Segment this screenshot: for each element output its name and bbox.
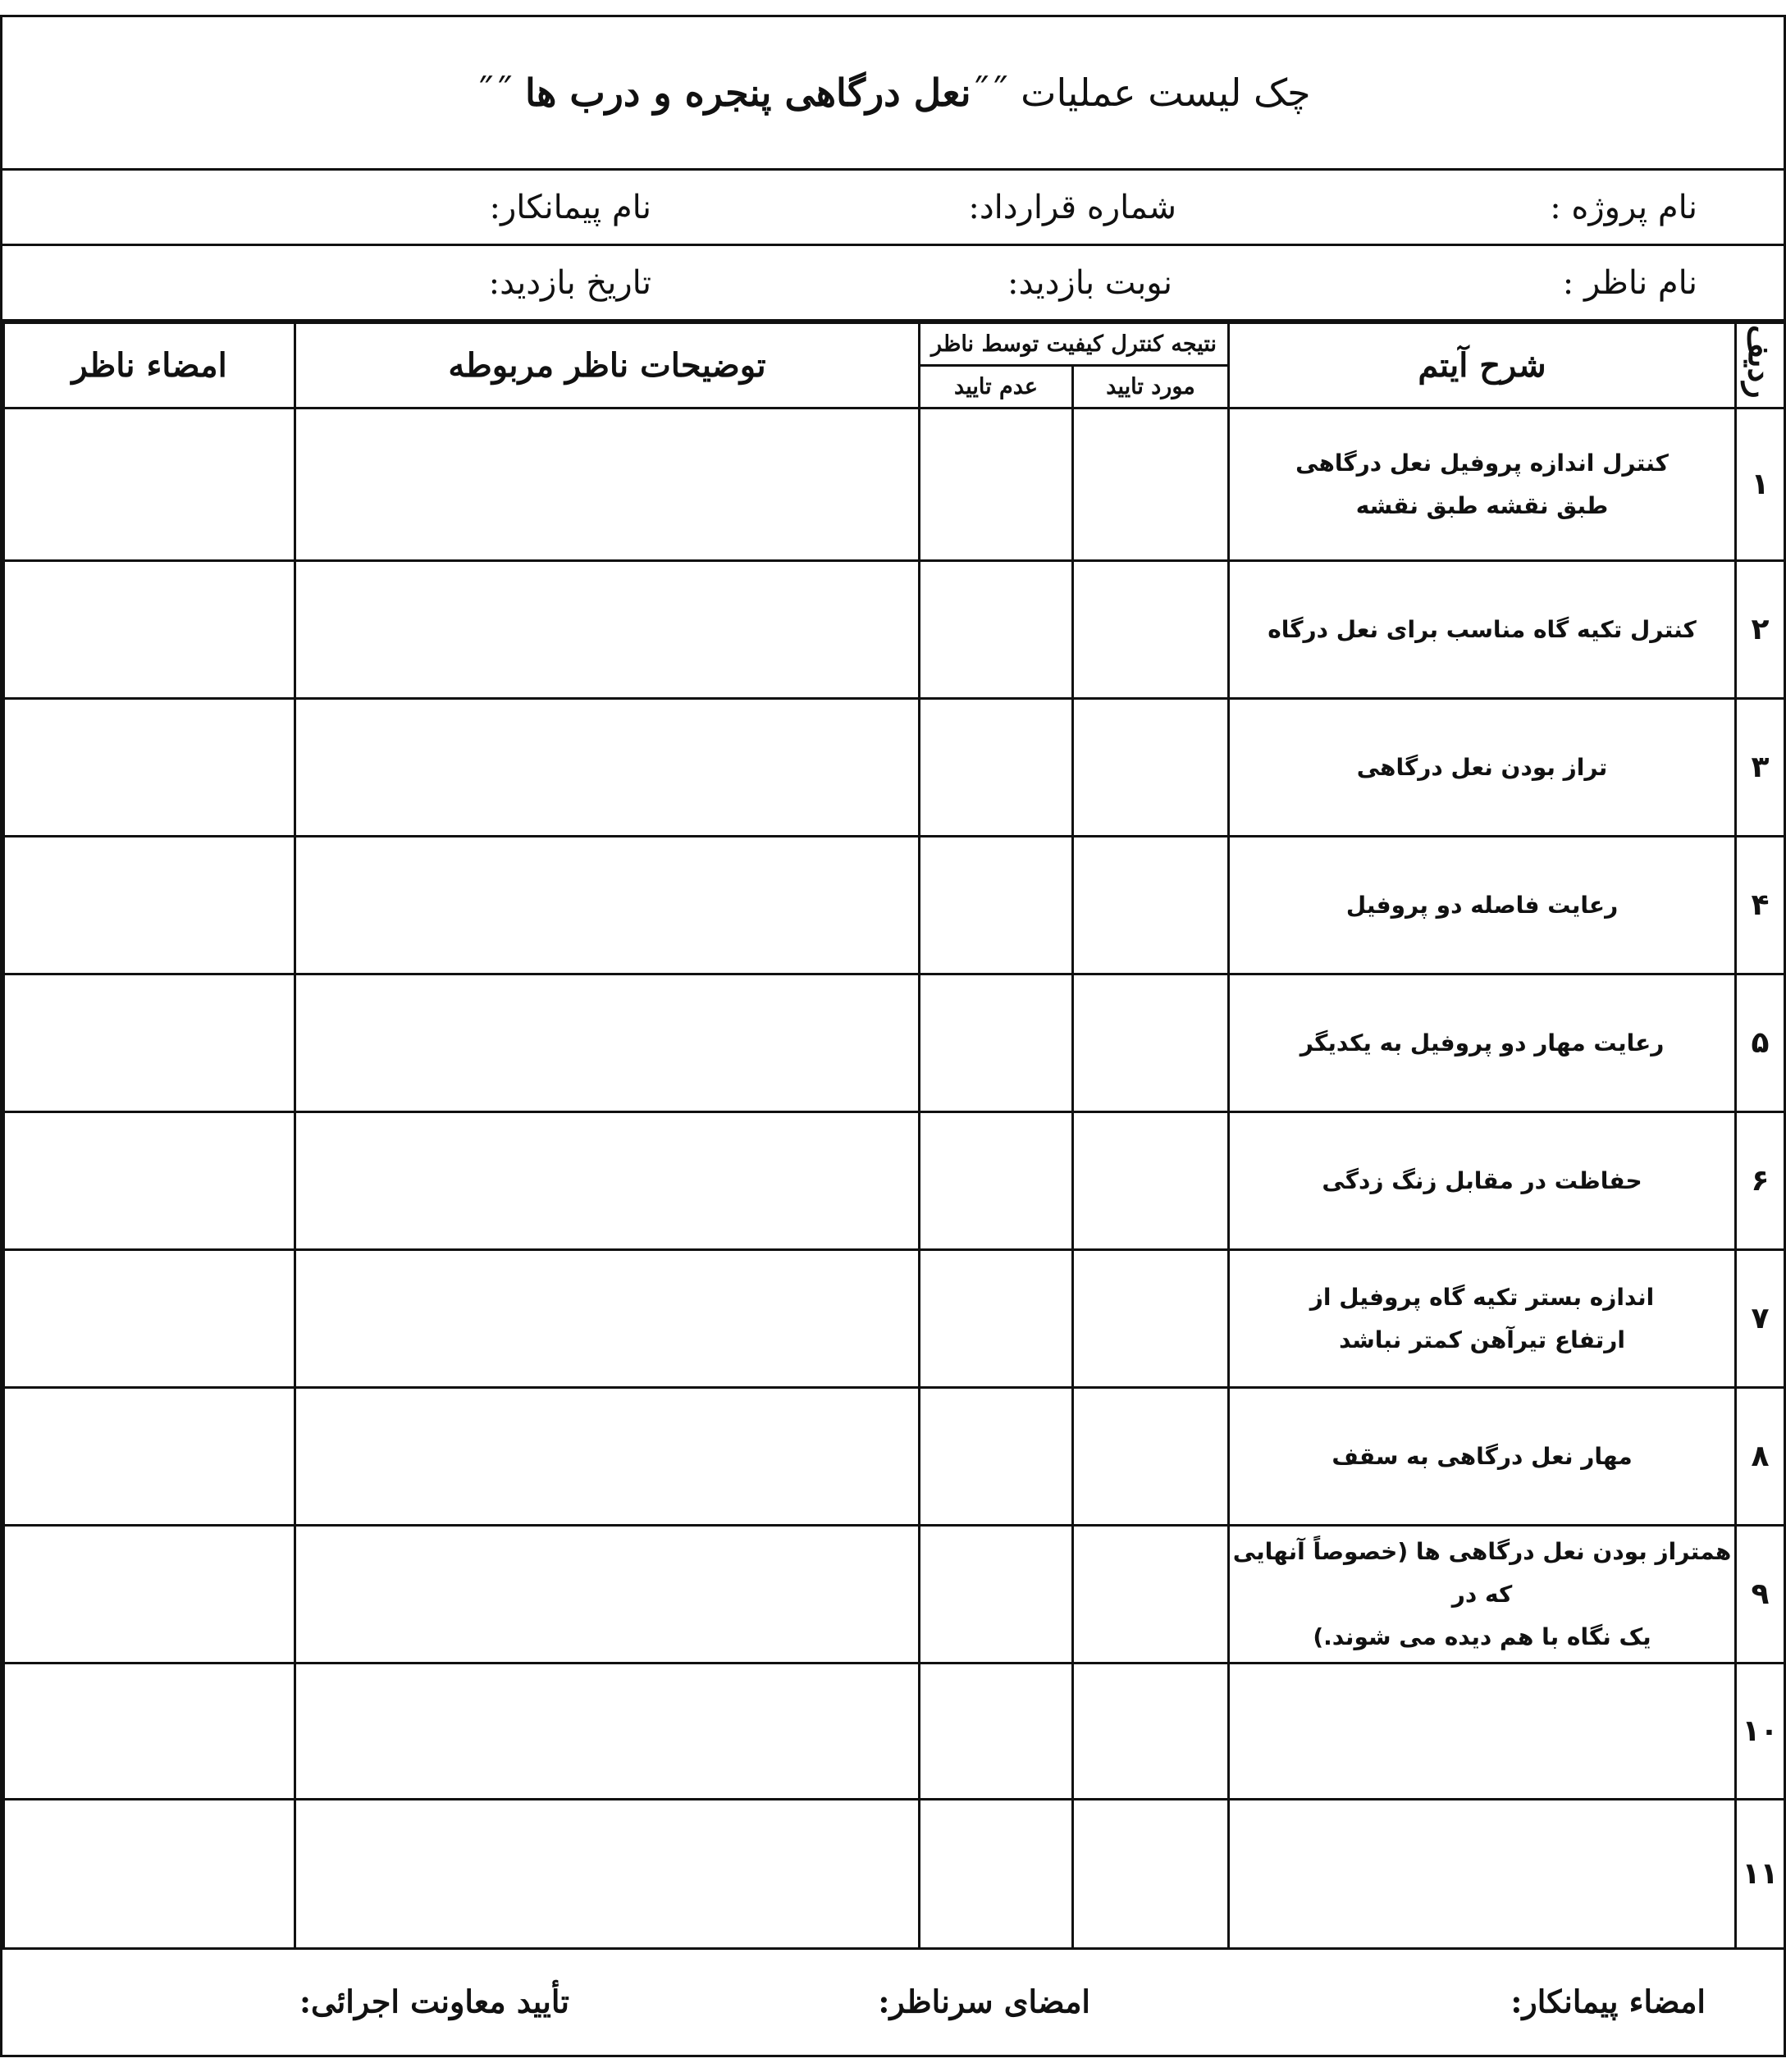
description-line-1: رعایت مهار دو پروفیل به یکدیگر <box>1300 1029 1665 1057</box>
table-row <box>4 561 1785 699</box>
page-title <box>475 71 1310 115</box>
comments-cell <box>295 561 920 699</box>
row-description <box>1229 561 1736 699</box>
contractor-name-label: نام پیمانکار: <box>489 188 651 226</box>
row-description <box>1229 1112 1736 1250</box>
table-row <box>4 1250 1785 1388</box>
row-description <box>1229 1250 1736 1388</box>
row-number: ۵ <box>1736 974 1785 1112</box>
info-row-2 <box>2 246 1784 322</box>
signature-cell <box>4 974 295 1112</box>
signature-cell <box>4 1388 295 1526</box>
chief-supervisor-signature-label: امضای سرناظر: <box>878 1983 1090 2020</box>
comments-cell <box>295 837 920 974</box>
header-comments: توضیحات ناظر مربوطه <box>295 323 920 408</box>
approved-cell <box>1073 561 1229 699</box>
header-radif <box>1736 323 1785 408</box>
table-row <box>4 837 1785 974</box>
table-row <box>4 1800 1785 1949</box>
signature-cell <box>4 1526 295 1664</box>
signature-cell <box>4 408 295 561</box>
contract-number-label: شماره قرارداد: <box>968 188 1176 226</box>
row-description <box>1229 837 1736 974</box>
row-number: ۶ <box>1736 1112 1785 1250</box>
description-line-1: کنترل اندازه پروفیل نعل درگاهی <box>1295 449 1669 477</box>
comments-cell <box>295 1526 920 1664</box>
approved-cell <box>1073 1800 1229 1949</box>
approved-cell <box>1073 699 1229 837</box>
row-description <box>1229 699 1736 837</box>
header-not-approved: عدم تایید <box>920 366 1073 408</box>
title-prefix: چک لیست عملیات ˝˝ <box>971 71 1311 115</box>
row-number: ۸ <box>1736 1388 1785 1526</box>
description-line-2: یک نگاه با هم دیده می شوند.) <box>1313 1622 1651 1650</box>
signature-cell <box>4 1800 295 1949</box>
not-approved-cell <box>920 561 1073 699</box>
row-number: ۴ <box>1736 837 1785 974</box>
not-approved-cell <box>920 1388 1073 1526</box>
description-line-1: رعایت فاصله دو پروفیل <box>1345 891 1619 919</box>
description-line-1: مهار نعل درگاهی به سقف <box>1332 1442 1633 1470</box>
not-approved-cell <box>920 974 1073 1112</box>
row-number: ۱۱ <box>1736 1800 1785 1949</box>
description-line-1: تراز بودن نعل درگاهی <box>1356 753 1608 781</box>
not-approved-cell <box>920 1250 1073 1388</box>
description-line-1: همتراز بودن نعل درگاهی ها (خصوصاً آنهایی که در <box>1232 1537 1732 1608</box>
comments-cell <box>295 1800 920 1949</box>
approved-cell <box>1073 1526 1229 1664</box>
approved-cell <box>1073 1250 1229 1388</box>
approved-cell <box>1073 837 1229 974</box>
not-approved-cell <box>920 699 1073 837</box>
table-row <box>4 974 1785 1112</box>
row-description <box>1229 1664 1736 1800</box>
not-approved-cell <box>920 1800 1073 1949</box>
title-row <box>2 17 1784 171</box>
comments-cell <box>295 699 920 837</box>
comments-cell <box>295 974 920 1112</box>
approved-cell <box>1073 1388 1229 1526</box>
signature-cell <box>4 1664 295 1800</box>
visit-turn-label: نوبت بازدید: <box>1007 263 1172 302</box>
row-number: ۱۰ <box>1736 1664 1785 1800</box>
comments-cell <box>295 1250 920 1388</box>
not-approved-cell <box>920 408 1073 561</box>
checklist-form <box>0 15 1786 2057</box>
description-line-1: کنترل تکیه گاه مناسب برای نعل درگاه <box>1268 615 1697 643</box>
description-line-1: اندازه بستر تکیه گاه پروفیل از <box>1309 1283 1655 1311</box>
signature-cell <box>4 837 295 974</box>
footer-signatures <box>2 1947 1784 2055</box>
row-description <box>1229 1800 1736 1949</box>
row-number: ۲ <box>1736 561 1785 699</box>
signature-cell <box>4 699 295 837</box>
row-number: ۹ <box>1736 1526 1785 1664</box>
header-item-desc: شرح آیتم <box>1229 323 1736 408</box>
row-description <box>1229 1526 1736 1664</box>
table-row <box>4 699 1785 837</box>
description-line-2: طبق نقشه طبق نقشه <box>1355 491 1609 519</box>
table-row <box>4 1526 1785 1664</box>
table-row <box>4 408 1785 561</box>
header-qc-result: نتیجه کنترل کیفیت توسط ناظر <box>920 323 1229 366</box>
description-line-2: ارتفاع تیرآهن کمتر نباشد <box>1339 1326 1625 1353</box>
row-number: ۷ <box>1736 1250 1785 1388</box>
row-description <box>1229 974 1736 1112</box>
checklist-table <box>2 322 1786 1950</box>
info-row-1 <box>2 171 1784 246</box>
comments-cell <box>295 1388 920 1526</box>
not-approved-cell <box>920 1664 1073 1800</box>
exec-deputy-approval-label: تأیید معاونت اجرائی: <box>299 1983 569 2020</box>
project-name-label: نام پروژه : <box>1550 188 1697 226</box>
signature-cell <box>4 1250 295 1388</box>
not-approved-cell <box>920 1526 1073 1664</box>
not-approved-cell <box>920 837 1073 974</box>
header-radif-text: ردیف <box>1741 324 1780 399</box>
approved-cell <box>1073 1664 1229 1800</box>
table-row <box>4 1112 1785 1250</box>
comments-cell <box>295 408 920 561</box>
supervisor-name-label: نام ناظر : <box>1562 263 1697 302</box>
row-number: ۱ <box>1736 408 1785 561</box>
header-approved: مورد تایید <box>1073 366 1229 408</box>
not-approved-cell <box>920 1112 1073 1250</box>
comments-cell <box>295 1112 920 1250</box>
title-bold: نعل درگاهی پنجره و درب ها <box>525 71 971 115</box>
description-line-1: حفاظت در مقابل زنگ زدگی <box>1322 1166 1642 1194</box>
row-description <box>1229 408 1736 561</box>
row-description <box>1229 1388 1736 1526</box>
row-number: ۳ <box>1736 699 1785 837</box>
header-signature: امضاء ناظر <box>4 323 295 408</box>
contractor-signature-label: امضاء پیمانکار: <box>1510 1983 1706 2020</box>
visit-date-label: تاریخ بازدید: <box>488 263 651 302</box>
signature-cell <box>4 1112 295 1250</box>
comments-cell <box>295 1664 920 1800</box>
table-row <box>4 1664 1785 1800</box>
approved-cell <box>1073 1112 1229 1250</box>
approved-cell <box>1073 408 1229 561</box>
table-row <box>4 1388 1785 1526</box>
approved-cell <box>1073 974 1229 1112</box>
title-suffix: ˝˝ <box>475 71 526 115</box>
signature-cell <box>4 561 295 699</box>
